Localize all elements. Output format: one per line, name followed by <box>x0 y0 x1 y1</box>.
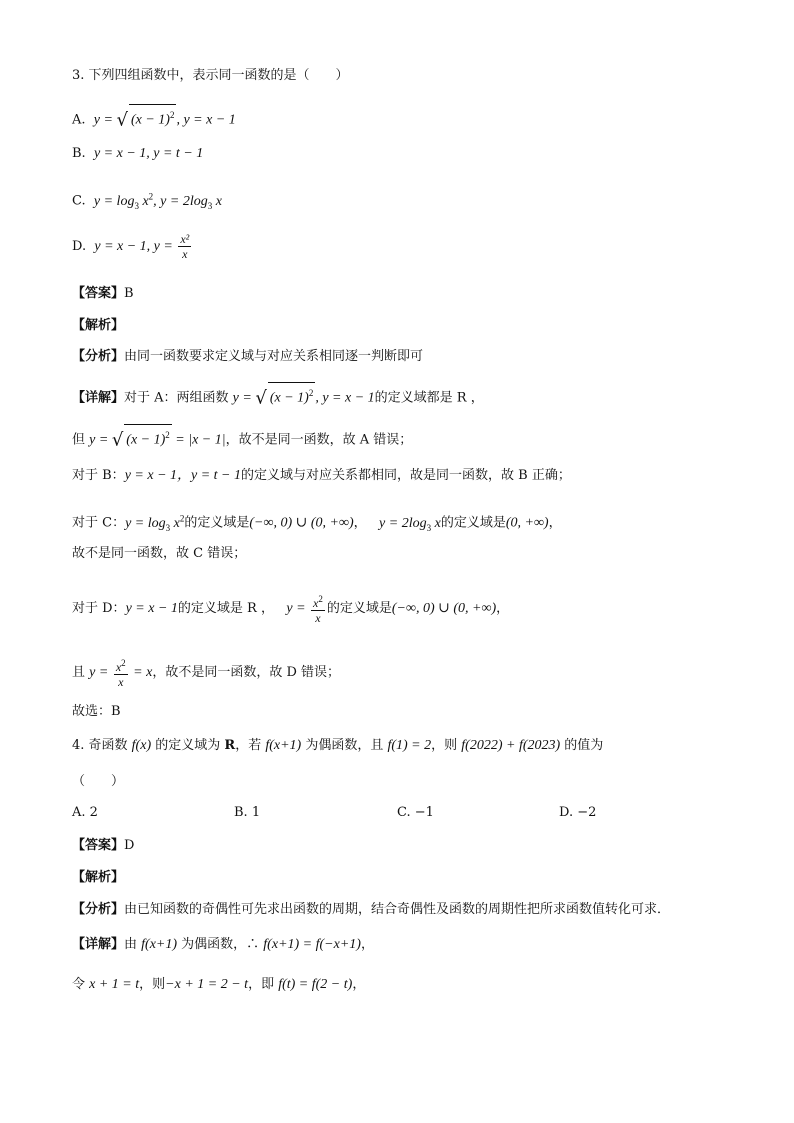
q4-option-c: C. −1 <box>397 805 434 820</box>
q4-option-b: B. 1 <box>234 805 261 820</box>
q4-stem: 4. 奇函数 f(x) 的定义域为 R，若 f(x+1) 为偶函数，且 f(1) = 2，则 f(2022) + f(2023) 的值为 <box>72 738 604 753</box>
q3-detail-2: 但 y = √ $(x - 1)^2 = |x - 1|$，故不是同一函数，故 A 错误； <box>72 424 412 451</box>
q4-detail-1: 【详解】由 f(x+1) 为偶函数，∴ f(x+1) = f(−x+1)， <box>72 937 374 952</box>
q3-fenxi: 【分析】由同一函数要求定义域与对应关系相同逐一判断即可 <box>72 349 424 364</box>
q3-detail-3: 对于 B：y = x − 1，y = t − 1的定义域与对应关系都相同，故是同一函数，故 B 正确； <box>72 468 571 483</box>
q3-analysis-tag: 【解析】 <box>72 318 125 333</box>
q3-stem: 3. 下列四组函数中，表示同一函数的是（ ） <box>72 68 349 83</box>
q4-analysis-tag: 【解析】 <box>72 870 125 885</box>
q3-answer: 【答案】B <box>72 286 134 301</box>
q3-detail-7: 且 y = $\frac{x^2}{x}$ = x，故不是同一函数，故 D 错误； <box>72 658 341 689</box>
q3-option-c: C. $y = \log_3 x^2$, $y = 2\log_3$ x <box>72 191 222 211</box>
q4-option-d: D. −2 <box>559 805 597 820</box>
q4-option-a: A. 2 <box>72 805 98 820</box>
q4-stem-paren: （ ） <box>72 774 125 789</box>
q4-answer: 【答案】D <box>72 838 135 853</box>
q3-detail-1: 【详解】对于 A：两组函数 y = √ $(x - 1)^2$ , y = x − 1的定义域都是 R ， <box>72 382 484 409</box>
q3-choose: 故选：B <box>72 704 121 719</box>
q3-detail-6: 对于 D：y = x − 1的定义域是 R ， y = $\frac{x^2}{x}$ 的定义域是(−∞, 0) ∪ (0, +∞)， <box>72 594 510 625</box>
q4-detail-2: 令 x + 1 = t，则−x + 1 = 2 − t，即 f(t) = f(2 − t)， <box>72 977 366 992</box>
q3-detail-4: 对于 C：$y = \log_3 x^2$的定义域是(−∞, 0) ∪ (0, +∞)， $y = 2\log_3$ x的定义域是(0, +∞)， <box>72 513 562 533</box>
q3-option-a: A. y = √ $(x - 1)^2$ , y = x − 1 <box>72 104 236 131</box>
q4-fenxi: 【分析】由已知函数的奇偶性可先求出函数的周期，结合奇偶性及函数的周期性把所求函数值转化可求． <box>72 902 671 917</box>
q3-option-b: B. y = x − 1, y = t − 1 <box>72 146 204 161</box>
q3-option-d: D. y = x − 1, y = $\frac{\text{x²}}{x}$ <box>72 232 190 261</box>
q3-detail-5: 故不是同一函数，故 C 错误； <box>72 546 247 561</box>
